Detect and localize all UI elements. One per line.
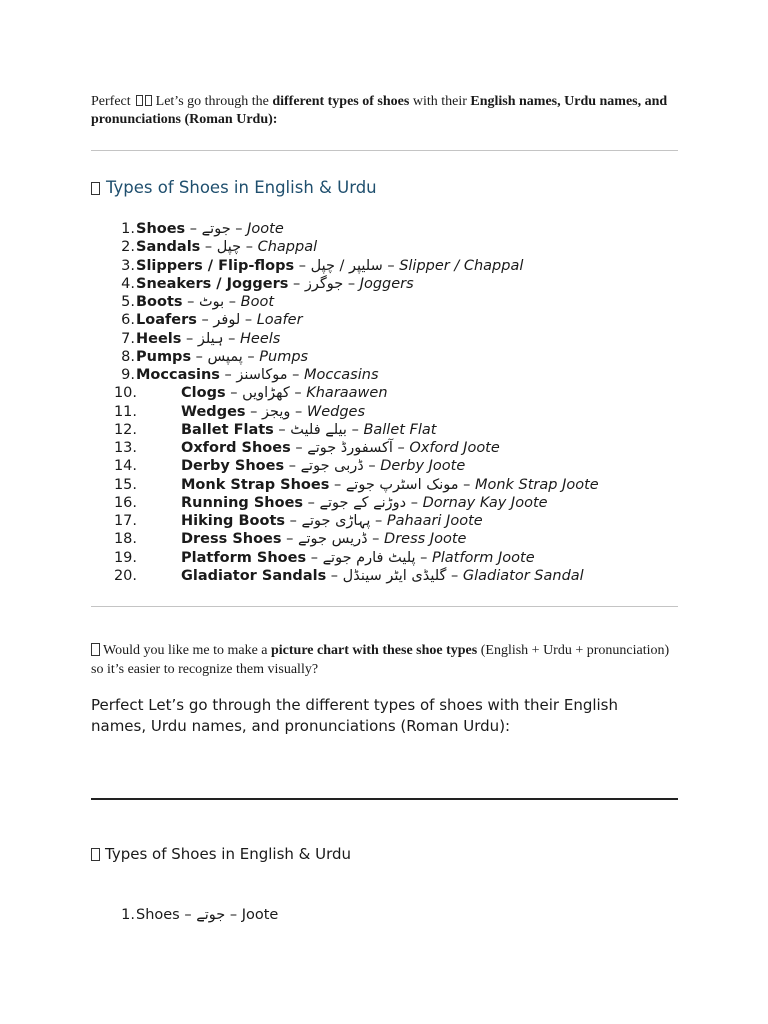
dash: – bbox=[294, 257, 311, 274]
item-text bbox=[181, 494, 548, 512]
english-name: Oxford Shoes bbox=[181, 440, 291, 456]
english-name: Moccasins bbox=[136, 367, 220, 383]
english-name: Wedges bbox=[181, 403, 246, 420]
dash: – bbox=[225, 907, 242, 923]
heading2-text: Types of Shoes in English & Urdu bbox=[105, 845, 352, 863]
urdu-name: سلیپر / چپل bbox=[310, 257, 383, 274]
dash: – bbox=[458, 476, 475, 493]
item-number: 1. bbox=[121, 221, 135, 237]
urdu-name: ڈربی جوتے bbox=[300, 458, 364, 475]
english-name: Slippers / Flip-flops bbox=[136, 257, 295, 274]
dash: – bbox=[303, 494, 320, 511]
item-text bbox=[181, 439, 500, 457]
dash: – bbox=[182, 294, 200, 310]
english-name: Shoes bbox=[136, 221, 186, 237]
item-number: 16. bbox=[113, 494, 137, 511]
dash: – bbox=[241, 239, 258, 256]
dash: – bbox=[370, 513, 387, 529]
item-number: 13. bbox=[113, 440, 137, 456]
roman-urdu: Oxford Joote bbox=[409, 440, 500, 456]
item-number: 14. bbox=[113, 458, 137, 475]
urdu-name: ڈریس جوتے bbox=[298, 531, 368, 548]
urdu-name: کھڑاویں bbox=[242, 385, 290, 402]
roman-urdu: Wedges bbox=[306, 403, 366, 420]
roman-urdu: Monk Strap Joote bbox=[474, 476, 599, 493]
roman-urdu: Dress Joote bbox=[384, 531, 467, 548]
intro-paragraph bbox=[91, 93, 676, 129]
dash: – bbox=[288, 275, 305, 292]
intro-text-b: with their bbox=[409, 94, 471, 109]
intro-perfect: Perfect bbox=[91, 94, 131, 109]
item-text bbox=[136, 293, 274, 311]
list-item bbox=[91, 366, 691, 384]
urdu-name: گلیڈی ایٹر سینڈل bbox=[342, 567, 447, 584]
item-number: 1. bbox=[121, 907, 135, 923]
urdu-name: جوتے bbox=[201, 221, 231, 237]
item-text bbox=[136, 366, 379, 384]
dash: – bbox=[196, 312, 214, 329]
item-text bbox=[181, 567, 584, 585]
dash: – bbox=[290, 403, 307, 420]
dash: – bbox=[346, 421, 364, 438]
roman-urdu: Kharaawen bbox=[306, 385, 388, 402]
urdu-name: پلیٹ فارم جوتے bbox=[322, 549, 416, 566]
list-item bbox=[91, 403, 691, 421]
roman-urdu: Loafer bbox=[256, 312, 303, 329]
list-item bbox=[91, 220, 691, 238]
item-number: 8. bbox=[121, 348, 135, 365]
roman-urdu: Derby Joote bbox=[380, 458, 466, 475]
item-number: 17. bbox=[113, 513, 137, 529]
item-text bbox=[181, 530, 466, 548]
section-heading bbox=[91, 177, 377, 199]
item-number: 2. bbox=[121, 239, 135, 256]
dash: – bbox=[181, 330, 198, 347]
english-name: Clogs bbox=[181, 385, 226, 402]
english-name: Running Shoes bbox=[181, 494, 304, 511]
dash: – bbox=[179, 907, 197, 923]
english-name: Loafers bbox=[136, 312, 197, 329]
dash: – bbox=[281, 531, 298, 548]
urdu-name: جوتے bbox=[196, 907, 226, 923]
dash: – bbox=[224, 294, 241, 310]
shoe-list-repeat bbox=[91, 906, 691, 924]
urdu-name: آکسفورڈ جوتے bbox=[307, 440, 393, 456]
intro-text-a: Let’s go through the bbox=[152, 94, 273, 109]
list-item bbox=[91, 293, 691, 311]
section-heading-repeat bbox=[91, 844, 351, 864]
english-name: Sneakers / Joggers bbox=[136, 275, 289, 292]
english-name: Platform Shoes bbox=[181, 549, 307, 566]
dash: – bbox=[415, 549, 433, 566]
item-text bbox=[181, 549, 535, 567]
dash: – bbox=[219, 367, 237, 383]
roman-urdu: Joote bbox=[241, 907, 279, 923]
dash: – bbox=[200, 239, 217, 256]
urdu-name: موکاسنز bbox=[236, 367, 288, 383]
english-name: Hiking Boots bbox=[181, 513, 286, 529]
english-name: Gladiator Sandals bbox=[181, 567, 327, 584]
roman-urdu: Joggers bbox=[359, 275, 414, 292]
english-name: Dress Shoes bbox=[181, 531, 282, 548]
list-item bbox=[91, 494, 691, 512]
roman-urdu: Boot bbox=[240, 294, 275, 310]
dash: – bbox=[191, 348, 208, 365]
divider bbox=[91, 150, 678, 151]
english-name: Pumps bbox=[136, 348, 192, 365]
list-item bbox=[91, 512, 691, 530]
item-number: 15. bbox=[113, 476, 137, 493]
roman-urdu: Pahaari Joote bbox=[386, 513, 483, 529]
urdu-name: پمپس bbox=[207, 348, 243, 365]
dash: – bbox=[242, 348, 260, 365]
item-text bbox=[181, 421, 436, 439]
dash: – bbox=[240, 312, 257, 329]
follow-up-question bbox=[91, 641, 676, 679]
urdu-name: بوٹ bbox=[199, 294, 225, 310]
dash: – bbox=[392, 440, 410, 456]
question-bold: picture chart with these shoe types bbox=[271, 643, 478, 658]
urdu-name: لوفر bbox=[213, 312, 241, 329]
dash: – bbox=[245, 403, 263, 420]
list-item bbox=[91, 275, 691, 293]
divider bbox=[91, 606, 678, 607]
item-number: 9. bbox=[121, 367, 135, 383]
roman-urdu: Gladiator Sandal bbox=[462, 567, 584, 584]
divider-dark bbox=[91, 798, 678, 800]
english-name: Heels bbox=[136, 330, 182, 347]
list-item bbox=[91, 257, 691, 275]
list-item bbox=[91, 549, 691, 567]
dash: – bbox=[329, 476, 346, 493]
repeat-paragraph bbox=[91, 695, 676, 737]
english-name: Derby Shoes bbox=[181, 458, 285, 475]
emoji-icon bbox=[91, 182, 100, 195]
urdu-name: جوگرز bbox=[304, 275, 344, 292]
dash: – bbox=[287, 367, 304, 383]
roman-urdu: Moccasins bbox=[303, 367, 379, 383]
list-item bbox=[91, 311, 691, 329]
urdu-name: مونک اسٹرپ جوتے bbox=[345, 476, 459, 493]
list-item bbox=[91, 476, 691, 494]
item-number: 7. bbox=[121, 330, 135, 347]
dash: – bbox=[273, 421, 291, 438]
dash: – bbox=[284, 458, 301, 475]
item-text bbox=[181, 384, 388, 402]
item-text bbox=[136, 275, 414, 293]
dash: – bbox=[185, 221, 202, 237]
item-number: 6. bbox=[121, 312, 135, 329]
roman-urdu: Heels bbox=[240, 330, 281, 347]
dash: – bbox=[230, 221, 248, 237]
list-item bbox=[91, 238, 691, 256]
item-text bbox=[181, 512, 483, 530]
dash: – bbox=[289, 385, 307, 402]
item-text bbox=[181, 476, 599, 494]
list-item bbox=[91, 439, 691, 457]
emoji-icon bbox=[91, 848, 100, 861]
item-number: 19. bbox=[113, 549, 137, 566]
dash: – bbox=[290, 440, 308, 456]
question-text-a: Would you like me to make a bbox=[103, 643, 271, 658]
roman-urdu: Dornay Kay Joote bbox=[422, 494, 548, 511]
intro-bold-b: English names, Urdu names, and pronunciations (Roman Urdu): bbox=[91, 94, 668, 127]
roman-urdu: Pumps bbox=[259, 348, 309, 365]
urdu-name: چپل bbox=[216, 239, 242, 256]
dash: – bbox=[225, 385, 243, 402]
urdu-name: ہیلز bbox=[197, 330, 224, 347]
list-item bbox=[91, 530, 691, 548]
list-item bbox=[91, 457, 691, 475]
list-item bbox=[91, 348, 691, 366]
item-number: 5. bbox=[121, 294, 135, 310]
item-number: 3. bbox=[121, 257, 135, 274]
item-text bbox=[136, 238, 317, 256]
dash: – bbox=[326, 567, 343, 584]
intro-bold-a: different types of shoes bbox=[272, 94, 410, 109]
dash: – bbox=[306, 549, 323, 566]
item-number: 18. bbox=[113, 531, 137, 548]
roman-urdu: Slipper / Chappal bbox=[399, 257, 524, 274]
emoji-icon bbox=[91, 643, 100, 656]
dash: – bbox=[406, 494, 423, 511]
item-number: 12. bbox=[113, 421, 137, 438]
dash: – bbox=[446, 567, 463, 584]
item-text bbox=[181, 403, 365, 421]
item-text bbox=[136, 257, 523, 275]
dash: – bbox=[343, 275, 360, 292]
item-number: 4. bbox=[121, 275, 135, 292]
urdu-name: دوڑنے کے جوتے bbox=[319, 494, 407, 511]
heading-text: Types of Shoes in English & Urdu bbox=[106, 178, 377, 197]
item-number: 10. bbox=[113, 385, 137, 402]
dash: – bbox=[382, 257, 400, 274]
list-item bbox=[91, 421, 691, 439]
dash: – bbox=[223, 330, 241, 347]
english-name: Monk Strap Shoes bbox=[181, 476, 330, 493]
item-text bbox=[136, 220, 284, 238]
item-text bbox=[136, 311, 303, 329]
dash: – bbox=[285, 513, 302, 529]
roman-urdu: Ballet Flat bbox=[363, 421, 437, 438]
item-number: 20. bbox=[113, 567, 137, 584]
list-item bbox=[91, 330, 691, 348]
dash: – bbox=[367, 531, 385, 548]
urdu-name: ویجز bbox=[262, 403, 291, 420]
shoe-list bbox=[91, 220, 691, 585]
para2-text: Perfect Let’s go through the different types of shoes with their English names, Urdu names, and pronunciations (Roman Urdu): bbox=[91, 696, 618, 735]
item-text bbox=[136, 348, 308, 366]
emoji-icon bbox=[134, 94, 152, 109]
roman-urdu: Platform Joote bbox=[432, 549, 535, 566]
urdu-name: پہاڑی جوتے bbox=[301, 513, 371, 529]
list-item bbox=[91, 567, 691, 585]
item-text bbox=[136, 330, 280, 348]
english-name: Boots bbox=[136, 294, 183, 310]
item-text bbox=[181, 457, 465, 475]
item-number: 11. bbox=[113, 403, 137, 420]
item-text bbox=[136, 906, 278, 924]
question-text-b: (English + Urdu + pronunciation) so it’s easier to recognize them visually? bbox=[91, 643, 670, 677]
roman-urdu: Joote bbox=[247, 221, 284, 237]
english-name: Sandals bbox=[136, 239, 201, 256]
english-name: Ballet Flats bbox=[181, 421, 274, 438]
roman-urdu: Chappal bbox=[257, 239, 318, 256]
list-item bbox=[91, 384, 691, 402]
english-name: Shoes bbox=[136, 907, 180, 923]
dash: – bbox=[363, 458, 381, 475]
urdu-name: بیلے فلیٹ bbox=[290, 421, 347, 438]
list-item bbox=[91, 906, 691, 924]
